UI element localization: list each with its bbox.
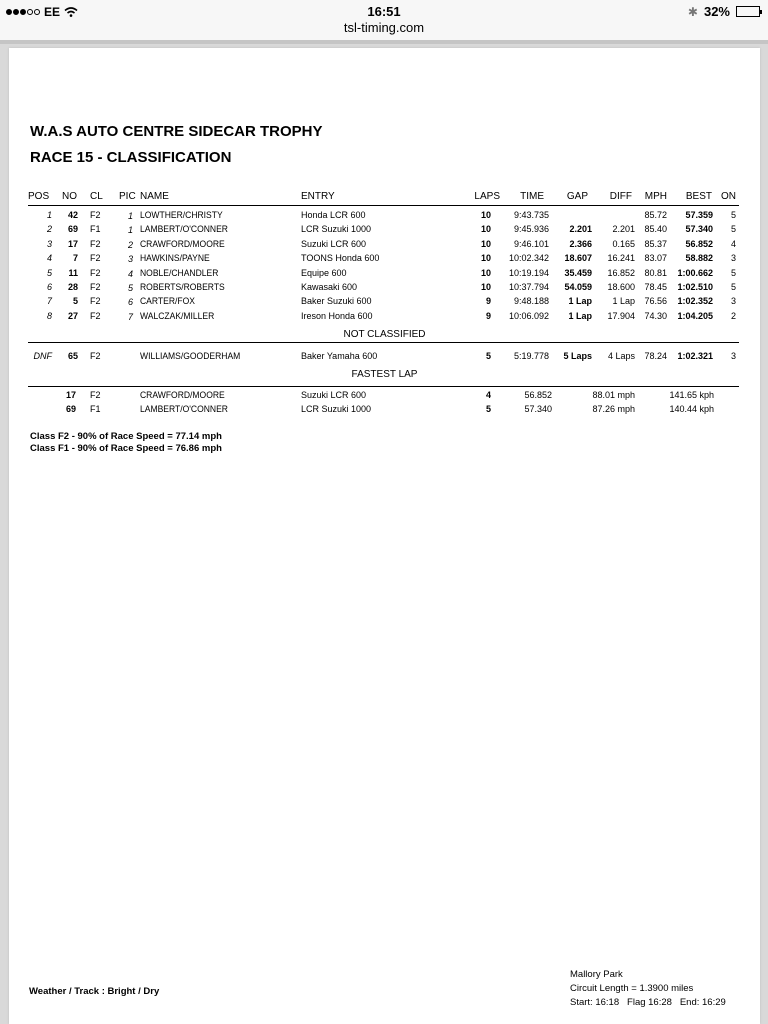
cell-pos: 5	[46, 267, 52, 278]
cell-no: 17	[67, 238, 78, 249]
cell-gap: 35.459	[564, 267, 592, 278]
cell-cl: F2	[90, 390, 101, 400]
cell-no: 11	[68, 267, 78, 278]
cell-laps: 10	[480, 282, 491, 292]
cell-pos: 3	[46, 238, 52, 249]
cell-no: 28	[67, 282, 78, 292]
cell-pos: 8	[46, 310, 52, 321]
cell-name: LOWTHER/CHRISTY	[140, 210, 223, 220]
cell-mph: 78.45	[644, 282, 667, 292]
battery-info	[688, 4, 760, 19]
cell-laps: 9	[485, 310, 491, 321]
cell-cl: F2	[90, 267, 101, 278]
cell-pic: 4	[127, 268, 133, 279]
cell-time: 56.852	[524, 390, 552, 400]
cell-on: 5	[730, 267, 736, 278]
cell-mph: 88.01 mph	[592, 390, 635, 400]
cell-diff: 0.165	[612, 238, 635, 249]
cell-no: 65	[67, 351, 78, 361]
col-header-name: NAME	[140, 191, 169, 202]
class-speed-note: Class F1 - 90% of Race Speed = 76.86 mph	[30, 443, 222, 454]
cell-pic: 1	[127, 211, 133, 221]
header-divider	[28, 205, 739, 206]
cell-laps: 10	[480, 267, 491, 278]
cell-diff: 1 Lap	[612, 296, 635, 307]
cell-best: 56.852	[685, 238, 713, 249]
cell-gap: 2.366	[569, 238, 592, 249]
cell-best: 58.882	[685, 253, 713, 264]
cell-gap: 5 Laps	[563, 351, 592, 361]
cell-mph: 76.56	[644, 296, 667, 307]
cell-pos: DNF	[33, 351, 52, 361]
section-fastest-lap: FASTEST LAP	[351, 369, 418, 380]
col-header-gap: GAP	[566, 191, 588, 202]
cell-laps: 5	[485, 351, 491, 361]
circuit-length: Circuit Length = 1.3900 miles	[570, 983, 694, 994]
cell-on: 3	[730, 296, 736, 307]
cell-time: 57.340	[524, 404, 552, 415]
page-subtitle: RACE 15 - CLASSIFICATION	[30, 149, 232, 166]
cell-on: 4	[730, 238, 736, 249]
cell-no: 69	[67, 224, 78, 235]
cell-entry: LCR Suzuki 1000	[301, 404, 372, 415]
cell-name: HAWKINS/PAYNE	[140, 253, 210, 264]
cell-cl: F2	[90, 296, 101, 307]
cell-gap: 1 Lap	[568, 310, 592, 321]
cell-name: CARTER/FOX	[140, 296, 195, 307]
cell-name: NOBLE/CHANDLER	[140, 267, 219, 278]
cell-pos: 1	[46, 210, 52, 220]
col-header-pos: POS	[28, 191, 50, 202]
cell-gap: 18.607	[564, 253, 592, 264]
cell-entry: TOONS Honda 600	[301, 253, 380, 264]
cell-on: 5	[730, 210, 736, 220]
not-classified-divider	[28, 342, 739, 343]
cell-diff: 17.904	[607, 310, 635, 321]
cell-pic: 7	[127, 311, 133, 322]
cell-name: LAMBERT/O'CONNER	[140, 224, 228, 235]
cell-best: 1:02.321	[677, 351, 713, 361]
cell-gap: 54.059	[564, 282, 592, 292]
cell-name: LAMBERT/O'CONNER	[140, 404, 228, 415]
class-speed-note: Class F2 - 90% of Race Speed = 77.14 mph	[30, 431, 222, 442]
cell-best: 57.340	[685, 224, 713, 235]
cell-mph: 80.81	[644, 267, 667, 278]
cell-diff: 16.852	[607, 267, 635, 278]
cell-kph: 140.44 kph	[669, 404, 714, 415]
battery-percentage: 32%	[703, 4, 730, 19]
venue-name: Mallory Park	[570, 969, 623, 980]
cell-time: 10:02.342	[508, 253, 549, 264]
toolbar-divider	[0, 40, 768, 44]
cell-mph: 85.37	[644, 238, 667, 249]
session-timing: Start: 16:18 Flag 16:28 End: 16:29	[570, 997, 726, 1008]
cell-entry: Equipe 600	[301, 267, 347, 278]
cell-best: 57.359	[685, 210, 713, 220]
cell-lap: 4	[485, 390, 491, 400]
cell-time: 9:46.101	[513, 238, 549, 249]
cell-pic: 5	[127, 283, 133, 293]
cell-mph: 87.26 mph	[592, 404, 635, 415]
cell-time: 5:19.778	[513, 351, 549, 361]
cell-best: 1:04.205	[677, 310, 713, 321]
cell-no: 7	[72, 253, 78, 264]
cell-laps: 10	[480, 224, 491, 235]
col-header-diff: DIFF	[609, 191, 632, 202]
cell-name: CRAWFORD/MOORE	[140, 390, 225, 400]
col-header-no: NO	[62, 191, 77, 202]
cell-gap: 2.201	[569, 224, 592, 235]
cell-diff: 2.201	[612, 224, 635, 235]
col-header-cl: CL	[90, 191, 103, 202]
cell-entry: Baker Yamaha 600	[301, 351, 378, 361]
cell-mph: 74.30	[644, 310, 667, 321]
cell-no: 27	[67, 310, 78, 321]
cell-entry: Kawasaki 600	[301, 282, 358, 292]
col-header-mph: MPH	[644, 191, 667, 202]
results-document	[9, 48, 760, 1024]
cell-pic: 6	[127, 297, 133, 308]
cell-name: WALCZAK/MILLER	[140, 310, 215, 321]
cell-pos: 6	[46, 282, 52, 292]
cell-time: 10:19.194	[508, 267, 549, 278]
cell-pic: 3	[127, 254, 133, 265]
page-title: W.A.S AUTO CENTRE SIDECAR TROPHY	[30, 123, 323, 140]
cell-entry: Baker Suzuki 600	[301, 296, 372, 307]
cell-lap: 5	[485, 404, 491, 415]
cell-best: 1:00.662	[677, 267, 713, 278]
cell-pos: 7	[46, 296, 52, 307]
cell-pic: 1	[127, 225, 133, 236]
cell-laps: 10	[480, 253, 491, 264]
cell-cl: F2	[90, 282, 101, 292]
col-header-pic: PIC	[119, 191, 136, 202]
cell-best: 1:02.510	[677, 282, 713, 292]
cell-mph: 78.24	[644, 351, 667, 361]
battery-icon	[736, 6, 760, 17]
cell-on: 3	[730, 253, 736, 264]
cell-kph: 141.65 kph	[669, 390, 714, 400]
cell-pos: 2	[46, 224, 52, 235]
cell-cl: F2	[90, 238, 101, 249]
cell-time: 10:37.794	[508, 282, 549, 292]
cell-gap: 1 Lap	[568, 296, 592, 307]
cell-entry: Honda LCR 600	[301, 210, 366, 220]
fastest-lap-divider	[28, 386, 739, 387]
cell-no: 5	[72, 296, 78, 307]
cell-no: 17	[65, 390, 76, 400]
cell-laps: 10	[480, 238, 491, 249]
cell-on: 2	[730, 310, 736, 321]
col-header-laps: LAPS	[474, 191, 500, 202]
col-header-entry: ENTRY	[301, 191, 335, 202]
cell-laps: 9	[485, 296, 491, 307]
cell-entry: Suzuki LCR 600	[301, 238, 367, 249]
cell-laps: 10	[480, 210, 491, 220]
cell-pos: 4	[46, 253, 52, 264]
cell-time: 10:06.092	[508, 310, 549, 321]
cell-entry: Suzuki LCR 600	[301, 390, 367, 400]
cell-name: ROBERTS/ROBERTS	[140, 282, 225, 292]
cell-cl: F2	[90, 210, 101, 220]
carrier-name: EE	[44, 5, 61, 19]
cell-best: 1:02.352	[677, 296, 713, 307]
cell-cl: F2	[90, 253, 101, 264]
col-header-on: ON	[721, 191, 736, 202]
cell-entry: LCR Suzuki 1000	[301, 224, 372, 235]
address-bar[interactable]: tsl-timing.com	[343, 20, 425, 35]
cell-diff: 4 Laps	[607, 351, 635, 361]
col-header-best: BEST	[685, 191, 712, 202]
cell-cl: F2	[90, 310, 101, 321]
cell-mph: 85.40	[644, 224, 667, 235]
cell-cl: F2	[90, 351, 101, 361]
cell-time: 9:45.936	[513, 224, 549, 235]
cell-on: 5	[730, 224, 736, 235]
section-not-classified: NOT CLASSIFIED	[343, 329, 426, 340]
cell-name: CRAWFORD/MOORE	[140, 238, 225, 249]
clock: 16:51	[367, 4, 401, 19]
status-bar	[0, 0, 768, 40]
cell-pic: 2	[127, 239, 133, 250]
cell-time: 9:48.188	[513, 296, 549, 307]
bluetooth-icon: ✱	[687, 4, 698, 19]
weather-info: Weather / Track : Bright / Dry	[29, 986, 160, 997]
cell-entry: Ireson Honda 600	[301, 310, 373, 321]
cell-diff: 18.600	[607, 282, 635, 292]
cell-mph: 83.07	[644, 253, 667, 264]
cell-name: WILLIAMS/GOODERHAM	[140, 351, 241, 361]
cell-no: 42	[67, 210, 78, 220]
cell-cl: F1	[90, 404, 101, 415]
cell-on: 3	[730, 351, 736, 361]
cell-time: 9:43.735	[513, 210, 549, 220]
cell-cl: F1	[90, 224, 101, 235]
col-header-time: TIME	[520, 191, 544, 202]
cell-no: 69	[65, 404, 76, 415]
cell-on: 5	[730, 282, 736, 292]
cell-mph: 85.72	[644, 210, 667, 220]
cell-diff: 16.241	[607, 253, 635, 264]
